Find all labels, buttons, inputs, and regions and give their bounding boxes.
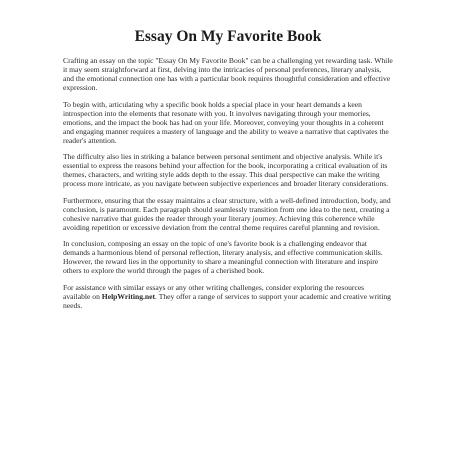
paragraph-structure: Furthermore, ensuring that the essay maintains a clear structure, with a well-defined introduction, body, and conclusion, is paramount. Each paragraph should seamlessly transition from one idea to the next, creating a cohesive narrative that guides the reader through your literary journey. Achieving this coherence while avoiding repetition or excessive deviation from the central theme requires careful planning and revision. bbox=[63, 195, 391, 232]
closing-text-after: . They offer a range of services to support your academic and creative writing needs. bbox=[63, 291, 391, 310]
paragraph-introspection: To begin with, articulating why a specific book holds a special place in your heart demands a keen introspection into the elements that resonate with you. It involves navigating through your memories, emotions, and the impact the book has had on your life. Moreover, conveying your thoughts in a coherent and engaging manner requires a mastery of language and the ability to weave a narrative that captivates the reader's attention. bbox=[63, 99, 389, 145]
closing-text-before: For assistance with similar essays or any other writing challenges, consider exploring the resources available on bbox=[63, 282, 365, 301]
brand-name: HelpWriting.net bbox=[101, 291, 156, 301]
document-page bbox=[63, 0, 393, 452]
document-title: Essay On My Favorite Book bbox=[134, 28, 322, 45]
document-body bbox=[63, 56, 393, 317]
paragraph-balance: The difficulty also lies in striking a balance between personal sentiment and objective analysis. While it's essential to express the reasons behind your affection for the book, incorporating a critical evaluation of its themes, characters, and writing style adds depth to the essay. This dual perspective can make the writing process more intricate, as you navigate between subjective experiences and broader literary considerations. bbox=[63, 152, 389, 188]
paragraph-closing bbox=[63, 283, 393, 310]
paragraph-introduction: Crafting an essay on the topic "Essay On My Favorite Book" can be a challenging yet rewarding task. While it may seem straightforward at first, delving into the intricacies of personal preferences, literary analysis, and the emotional connection one has with a particular book requires thoughtful consideration and effective expression. bbox=[63, 56, 393, 92]
paragraph-conclusion: In conclusion, composing an essay on the topic of one's favorite book is a challenging endeavor that demands a harmonious blend of personal reflection, literary analysis, and effective communication skills. However, the reward lies in the opportunity to share a meaningful connection with literature and inspire others to explore the world through the pages of a cherished book. bbox=[63, 239, 383, 275]
